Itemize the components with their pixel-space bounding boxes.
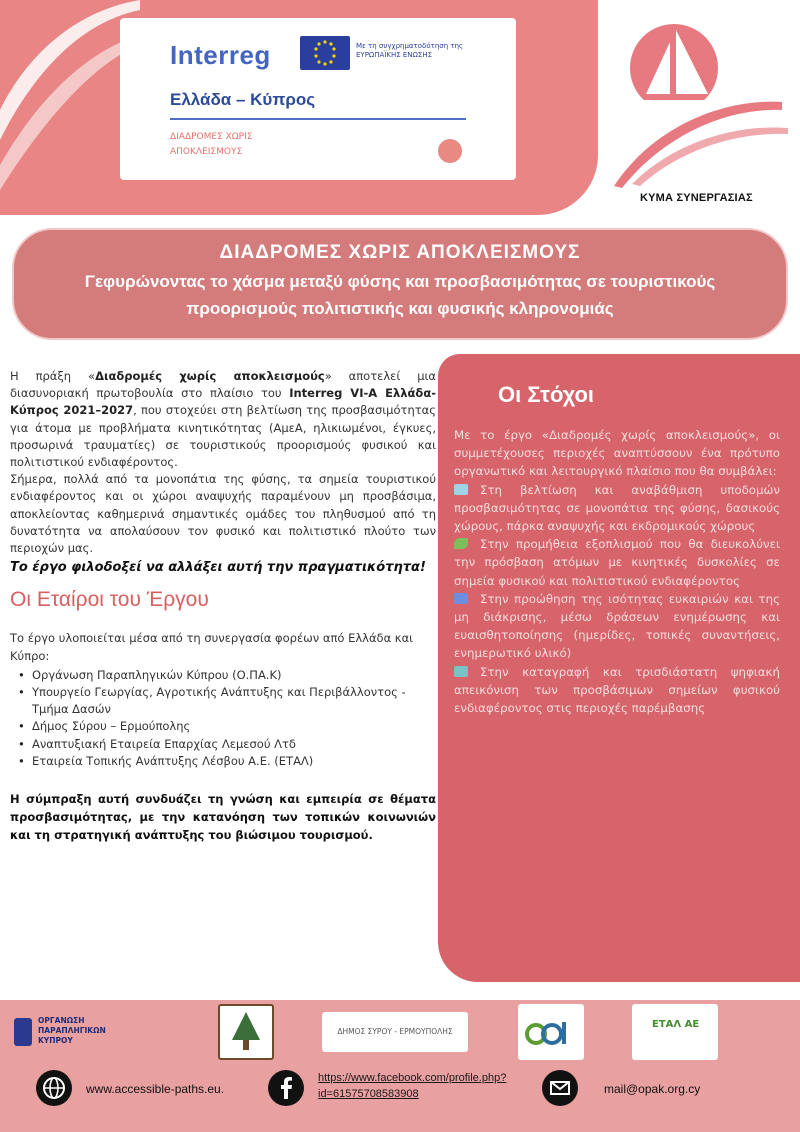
goal-text: Στην καταγραφή και τρισδιάστατη ψηφιακή απεικόνιση των προσβάσιμων σημείων φυσικού ενδιαφέροντος στις περιοχές παρέμβασης xyxy=(454,664,780,716)
left-column xyxy=(10,368,436,844)
partners-intro: Το έργο υλοποιείται μέσα από τη συνεργασία φορέων από Ελλάδα και Κύπρο: xyxy=(10,631,414,663)
opak-logo xyxy=(8,1004,168,1060)
facebook-link[interactable]: https://www.facebook.com/profile.php?id=61575708583908 xyxy=(318,1072,507,1100)
list-item: • Αναπτυξιακή Εταιρεία Επαρχίας Λεμεσού Λτδ xyxy=(10,736,436,753)
project-motto: Το έργο φιλοδοξεί να αλλάξει αυτή την πραγματικότητα! xyxy=(10,560,426,576)
eu-funding-text: Με τη συγχρηματοδότηση της ΕΥΡΩΠΑΪΚΗΣ ΕΝΩΣΗΣ xyxy=(356,42,464,59)
country-pair: Ελλάδα – Κύπρος xyxy=(170,90,316,109)
partnership-closing: Η σύμπραξη αυτή συνδυάζει τη γνώση και εμπειρία σε θέματα προσβασιμότητας, με την κατανόηση των τοπικών κοινωνιών και τη στρατηγική ανάπτυξης του βιώσιμου τουρισμού. xyxy=(10,792,436,843)
partners-heading: Οι Εταίροι του Έργου xyxy=(10,588,209,612)
list-item: • Οργάνωση Παραπληγικών Κύπρου (Ο.ΠΑ.Κ) xyxy=(10,667,436,684)
syros-municipality-logo: ΔΗΜΟΣ ΣΥΡΟΥ - ΕΡΜΟΥΠΟΛΗΣ xyxy=(322,1012,468,1052)
intro-paragraph-2: Σήμερα, πολλά από τα μονοπάτια της φύσης, τα σημεία τουριστικού ενδιαφέροντος και οι χώροι αναψυχής παραμένουν μη προσβάσιμα, αποκλείοντας καθημερινά σημαντικές ομάδες του πληθυσμού από τη δυνατότητα να απολαύσουν τον φυσικό και πολιτιστικό πλούτο των περιοχών μας. xyxy=(10,472,436,556)
page-title: ΔΙΑΔΡΟΜΕΣ ΧΩΡΙΣ ΑΠΟΚΛΕΙΣΜΟΥΣ xyxy=(219,242,581,263)
goal-text: Στην προμήθεια εξοπλισμού που θα διευκολύνει την πρόσβαση ατόμων με κινητικές δυσκολίες σε σημεία φυσικού και πολιτιστικού ενδιαφέροντος xyxy=(454,537,780,588)
intro-paragraph-1 xyxy=(10,368,436,471)
goal-text: Στην προώθηση της ισότητας ευκαιριών και της μη διάκρισης, μέσω δράσεων ενημέρωσης και ευαισθητοποίησης (ημερίδες, τοπικές συναντήσεις, ενημερωτικό υλικό) xyxy=(454,591,780,661)
limassol-development-logo xyxy=(518,1004,584,1060)
page-subtitle: Γεφυρώνοντας το χάσμα μεταξύ φύσης και προσβασιμότητας σε τουριστικούς προορισμούς πολιτιστικής και φυσικής κληρονομιάς xyxy=(84,272,716,318)
mail-icon[interactable] xyxy=(542,1070,578,1106)
project-emblem-icon xyxy=(438,139,462,163)
opak-line: ΚΥΠΡΟΥ xyxy=(38,1036,73,1045)
list-item: • Δήμος Σύρου – Ερμούπολης xyxy=(10,718,436,735)
program-logo-card xyxy=(120,18,516,180)
map-icon xyxy=(454,666,468,677)
intro-text: , που στοχεύει στη βελτίωση της προσβασιμότητας για άτομα με προβλήματα κινητικότητας (ΑμεΑ, ηλικιωμένοι, έγκυες, προσωρινά τραυματίες) σε τουριστικούς προορισμούς φυσικού και πολιτιστικού ενδιαφέροντος. xyxy=(10,403,436,470)
email-link[interactable]: mail@opak.org.cy xyxy=(604,1082,701,1096)
list-item: • Υπουργείο Γεωργίας, Αγροτικής Ανάπτυξης και Περιβάλλοντος - Τμήμα Δασών xyxy=(10,684,436,718)
goal-item xyxy=(454,481,780,536)
image-icon xyxy=(454,484,468,495)
card-project-name xyxy=(170,130,320,160)
globe-icon xyxy=(36,1070,72,1106)
goal-item xyxy=(454,663,780,718)
goal-text: Στη βελτίωση και αναβάθμιση υποδομών προσβασιμότητας σε μονοπάτια της φύσης, δασικούς χώρους, πάρκα αναψυχής και εκδρομικούς χώρους xyxy=(454,482,780,534)
program-name-bold: Interreg VI-A Ελλάδα-Κύπρος 2021–2027 xyxy=(10,386,436,418)
intro-section xyxy=(10,368,436,577)
goals-panel xyxy=(438,354,800,982)
website-link[interactable]: www.accessible-paths.eu. xyxy=(86,1082,225,1096)
facebook-icon[interactable] xyxy=(268,1070,304,1106)
decorative-swoosh xyxy=(0,0,140,215)
opak-line: ΟΡΓΑΝΩΣΗ xyxy=(38,1016,85,1025)
kyma-logo-label: ΚΥΜΑ ΣΥΝΕΡΓΑΣΙΑΣ xyxy=(640,192,753,204)
interreg-logo-text: Interreg xyxy=(170,40,271,70)
list-item: • Εταιρεία Τοπικής Ανάπτυξης Λέσβου Α.Ε. (ΕΤΑΛ) xyxy=(10,753,436,770)
goal-item xyxy=(454,590,780,663)
card-project-line1: ΔΙΑΔΡΟΜΕΣ ΧΩΡΙΣ xyxy=(170,132,253,142)
eu-flag-icon xyxy=(300,36,350,70)
wheelchair-icon xyxy=(14,1018,32,1046)
card-divider xyxy=(170,118,466,120)
megaphone-icon xyxy=(454,593,468,604)
forestry-department-logo xyxy=(218,1004,274,1060)
leaf-icon xyxy=(454,538,468,549)
kyma-sailboat-logo xyxy=(612,8,792,188)
goals-heading: Οι Στόχοι xyxy=(498,382,595,407)
goals-intro: Με το έργο «Διαδρομές χωρίς αποκλεισμούς», οι συμμετέχουσες περιοχές αναπτύσσουν ένα πρότυπο οργανωτικό και λειτουργικό πλαίσιο που θα συμβάλει: xyxy=(454,428,780,479)
title-banner xyxy=(12,228,788,340)
intro-text: » αποτελεί μια διασυνοριακή πρωτοβουλία στο πλαίσιο του xyxy=(10,369,436,401)
opak-logo-text xyxy=(38,1016,106,1046)
opak-line: ΠΑΡΑΠΛΗΓΙΚΩΝ xyxy=(38,1026,106,1035)
etal-logo: ΕΤΑΛ ΑΕ xyxy=(632,1004,718,1060)
partners-list xyxy=(10,667,436,770)
intro-text: Η πράξη « xyxy=(10,369,96,383)
project-name-bold: Διαδρομές χωρίς αποκλεισμούς xyxy=(95,369,325,383)
goal-item xyxy=(454,535,780,590)
card-project-line2: ΑΠΟΚΛΕΙΣΜΟΥΣ xyxy=(170,147,243,157)
